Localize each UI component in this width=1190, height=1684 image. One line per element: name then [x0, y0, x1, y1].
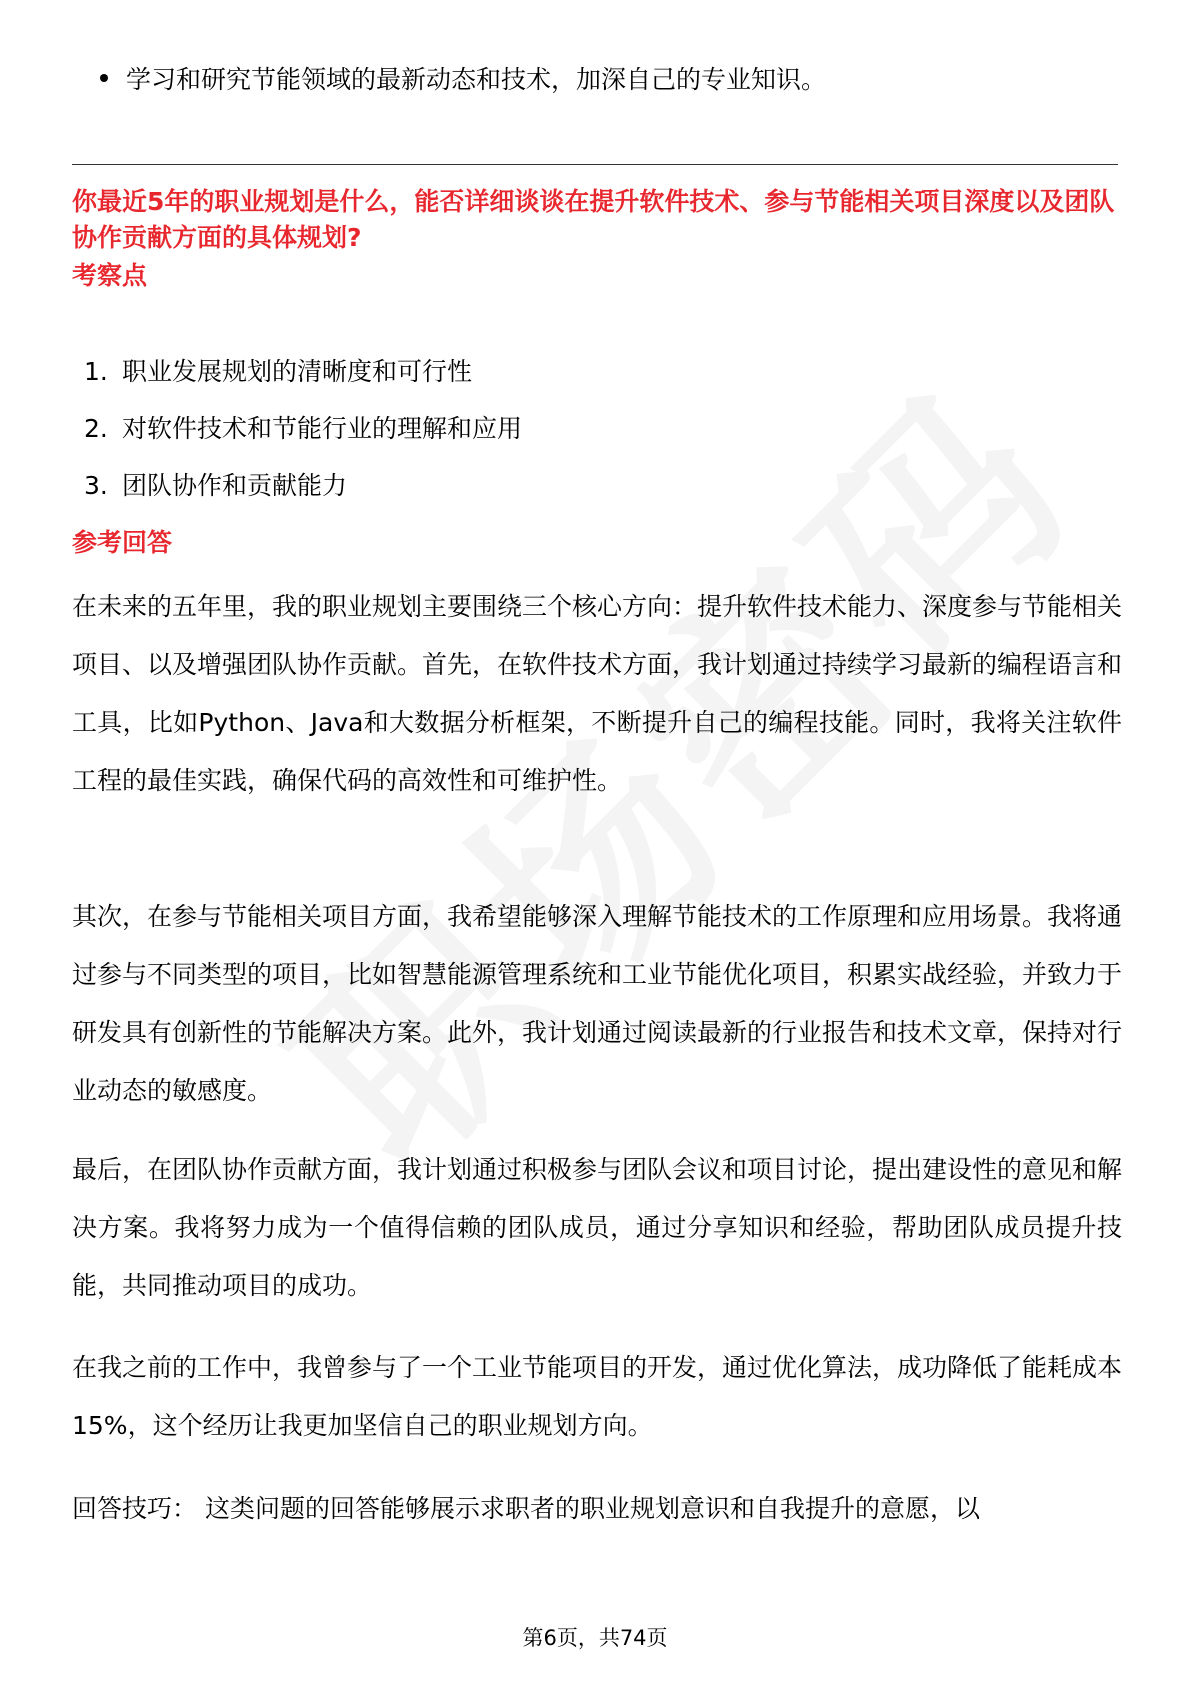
bullet-icon	[100, 74, 108, 82]
answer-paragraph: 最后，在团队协作贡献方面，我计划通过积极参与团队会议和项目讨论，提出建设性的意见和解决方案。我将努力成为一个值得信赖的团队成员，通过分享知识和经验，帮助团队成员提升技能，共同推动项目的成功。	[72, 1155, 1123, 1300]
list-number: 1.	[84, 357, 108, 386]
section-title-points: 考察点	[72, 261, 148, 290]
section-title-answer: 参考回答	[72, 528, 173, 557]
answer-paragraph: 其次，在参与节能相关项目方面，我希望能够深入理解节能技术的工作原理和应用场景。我将通过参与不同类型的项目，比如智慧能源管理系统和工业节能优化项目，积累实战经验，并致力于研发具有创新性的节能解决方案。此外，我计划通过阅读最新的行业报告和技术文章，保持对行业动态的敏感度。	[72, 902, 1123, 1105]
tips-paragraph: 回答技巧： 这类问题的回答能够展示求职者的职业规划意识和自我提升的意愿，以	[72, 1494, 980, 1523]
points-list	[84, 354, 522, 525]
list-number: 3.	[84, 471, 108, 500]
list-text: 职业发展规划的清晰度和可行性	[122, 357, 473, 386]
bullet-text: 学习和研究节能领域的最新动态和技术，加深自己的专业知识。	[126, 65, 827, 94]
list-item	[84, 411, 522, 468]
answer-paragraph: 在我之前的工作中，我曾参与了一个工业节能项目的开发，通过优化算法，成功降低了能耗成本15%，这个经历让我更加坚信自己的职业规划方向。	[72, 1353, 1123, 1440]
list-text: 团队协作和贡献能力	[122, 471, 348, 500]
list-item	[84, 354, 522, 411]
page-footer: 第6页，共74页	[522, 1626, 668, 1650]
divider	[72, 164, 1118, 165]
answer-paragraph: 在未来的五年里，我的职业规划主要围绕三个核心方向：提升软件技术能力、深度参与节能相关项目、以及增强团队协作贡献。首先，在软件技术方面，我计划通过持续学习最新的编程语言和工具，比如Python、Java和大数据分析框架，不断提升自己的编程技能。同时，我将关注软件工程的最佳实践，确保代码的高效性和可维护性。	[72, 592, 1123, 795]
list-item	[100, 62, 826, 98]
question-heading: 你最近5年的职业规划是什么，能否详细谈谈在提升软件技术、参与节能相关项目深度以及团队协作贡献方面的具体规划?	[72, 187, 1115, 252]
list-text: 对软件技术和节能行业的理解和应用	[122, 414, 523, 443]
list-item	[84, 468, 522, 525]
list-number: 2.	[84, 414, 108, 443]
